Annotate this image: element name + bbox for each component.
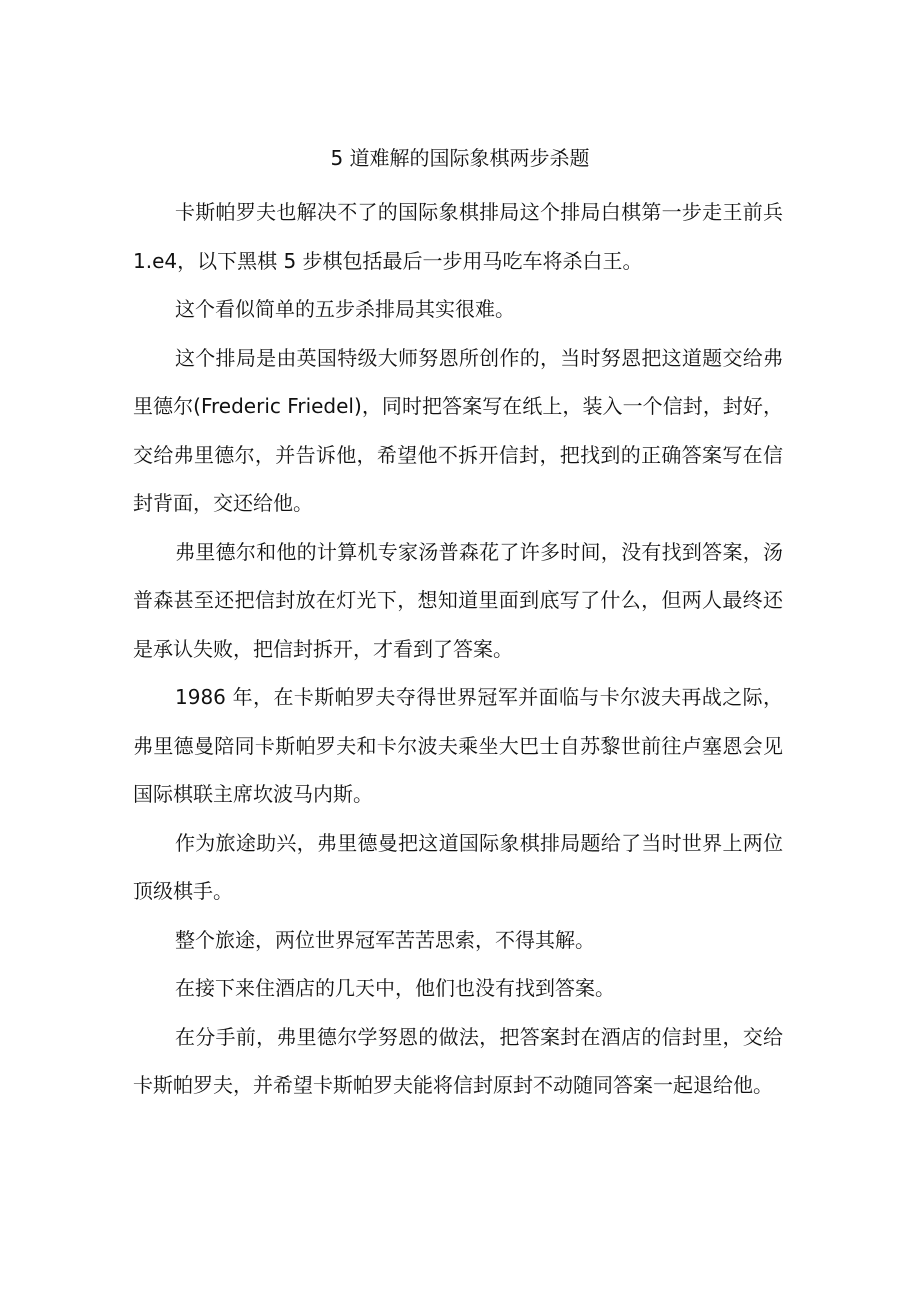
paragraph: 整个旅途，两位世界冠军苦苦思索，不得其解。 xyxy=(175,927,595,952)
paragraph: 弗里德尔和他的计算机专家汤普森花了许多时间，没有找到答案，汤普森甚至还把信封放在灯光下，想知道里面到底写了什么，但两人最终还是承认失败，把信封拆开，才看到了答案。 xyxy=(133,539,783,661)
paragraph: 在分手前，弗里德尔学努恩的做法，把答案封在酒店的信封里，交给卡斯帕罗夫，并希望卡斯帕罗夫能将信封原封不动随同答案一起退给他。 xyxy=(133,1024,783,1097)
document-title: 5 道难解的国际象棋两步杀题 xyxy=(330,146,590,170)
paragraph: 在接下来住酒店的几天中，他们也没有找到答案。 xyxy=(175,976,615,1000)
paragraph: 作为旅途助兴，弗里德曼把这道国际象棋排局题给了当时世界上两位顶级棋手。 xyxy=(133,830,783,903)
paragraph: 这个排局是由英国特级大师努恩所创作的，当时努恩把这道题交给弗里德尔(Frederic Friedel)，同时把答案写在纸上，装入一个信封，封好，交给弗里德尔，并告诉他，希望他不拆开信封，把找到的正确答案写在信封背面，交还给他。 xyxy=(133,345,783,515)
paragraph: 1986 年，在卡斯帕罗夫夺得世界冠军并面临与卡尔波夫再战之际，弗里德曼陪同卡斯帕罗夫和卡尔波夫乘坐大巴士自苏黎世前往卢塞恩会见国际棋联主席坎波马内斯。 xyxy=(133,685,783,806)
document-body xyxy=(133,188,783,1110)
paragraph: 卡斯帕罗夫也解决不了的国际象棋排局这个排局白棋第一步走王前兵 1.e4，以下黑棋 5 步棋包括最后一步用马吃车将杀白王。 xyxy=(133,200,783,273)
paragraph: 这个看似简单的五步杀排局其实很难。 xyxy=(175,297,515,321)
